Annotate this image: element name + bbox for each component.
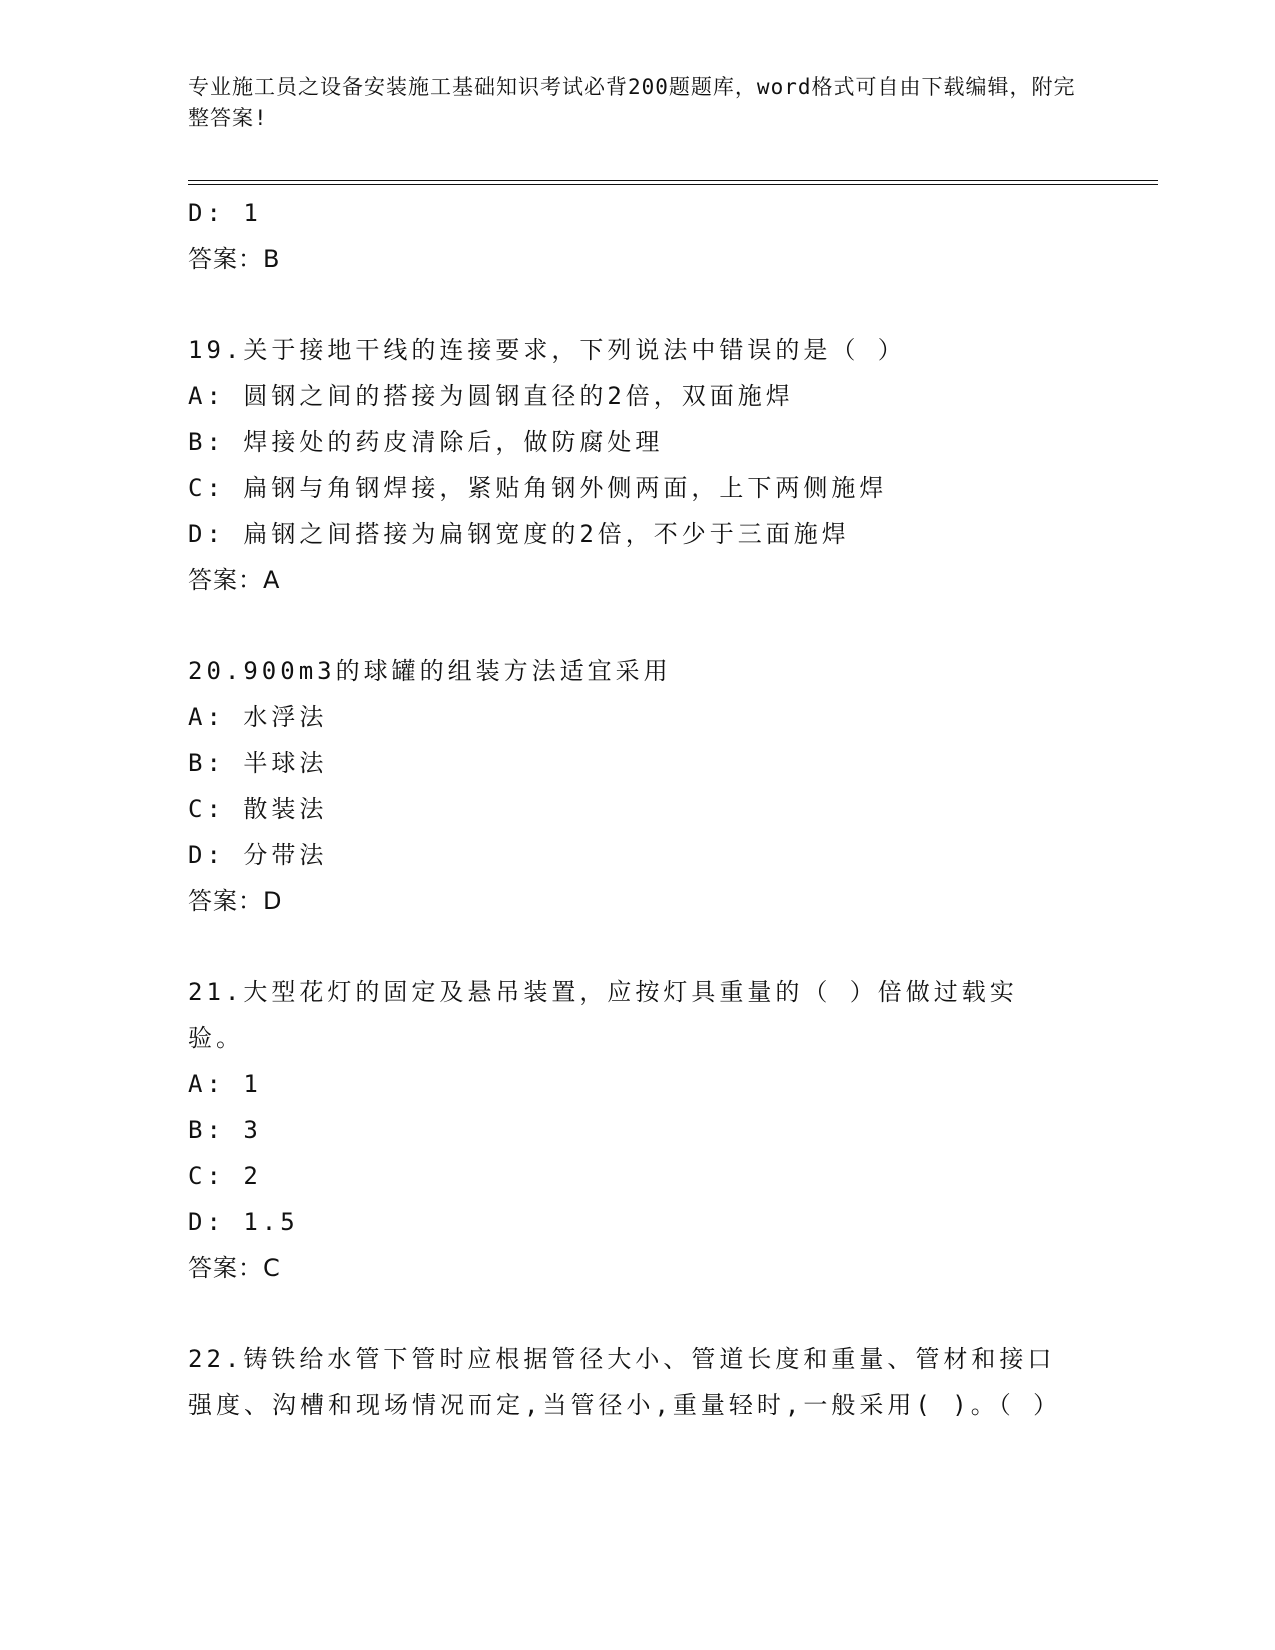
document-header: 专业施工员之设备安装施工基础知识考试必背200题题库，word格式可自由下载编辑，附完整答案! <box>188 75 1076 130</box>
option-b: B: 半球法 <box>188 749 328 777</box>
question-21 <box>188 969 1088 1291</box>
option-d: D: 1 <box>188 199 262 227</box>
header-divider-bottom <box>188 184 1158 185</box>
question-text: 20.900m3的球罐的组装方法适宜采用 <box>188 657 672 685</box>
answer-line: 答案：A <box>188 566 281 594</box>
option-d: D: 分带法 <box>188 841 328 869</box>
option-d: D: 扁钢之间搭接为扁钢宽度的2倍，不少于三面施焊 <box>188 520 850 548</box>
question-19 <box>188 327 1088 603</box>
answer-line: 答案：D <box>188 887 283 915</box>
option-a: A: 圆钢之间的搭接为圆钢直径的2倍，双面施焊 <box>188 382 794 410</box>
header-divider-top <box>188 180 1158 181</box>
option-c: C: 散装法 <box>188 795 328 823</box>
question-20 <box>188 648 1088 924</box>
question-list <box>188 190 1088 1428</box>
option-b: B: 焊接处的药皮清除后，做防腐处理 <box>188 428 664 456</box>
question-22 <box>188 1336 1088 1428</box>
option-c: C: 2 <box>188 1162 262 1190</box>
answer-line: 答案：C <box>188 1254 281 1282</box>
option-c: C: 扁钢与角钢焊接，紧贴角钢外侧两面，上下两侧施焊 <box>188 474 888 502</box>
option-a: A: 1 <box>188 1070 262 1098</box>
option-b: B: 3 <box>188 1116 262 1144</box>
question-text: 21.大型花灯的固定及悬吊装置，应按灯具重量的（ ）倍做过载实验。 <box>188 978 1018 1052</box>
answer-line: 答案：B <box>188 245 281 273</box>
question-text: 22.铸铁给水管下管时应根据管径大小、管道长度和重量、管材和接口强度、沟槽和现场情况而定,当管径小,重量轻时,一般采用( )。（ ） <box>188 1345 1062 1419</box>
option-d: D: 1.5 <box>188 1208 299 1236</box>
option-a: A: 水浮法 <box>188 703 328 731</box>
question-text: 19.关于接地干线的连接要求，下列说法中错误的是（ ） <box>188 336 906 364</box>
